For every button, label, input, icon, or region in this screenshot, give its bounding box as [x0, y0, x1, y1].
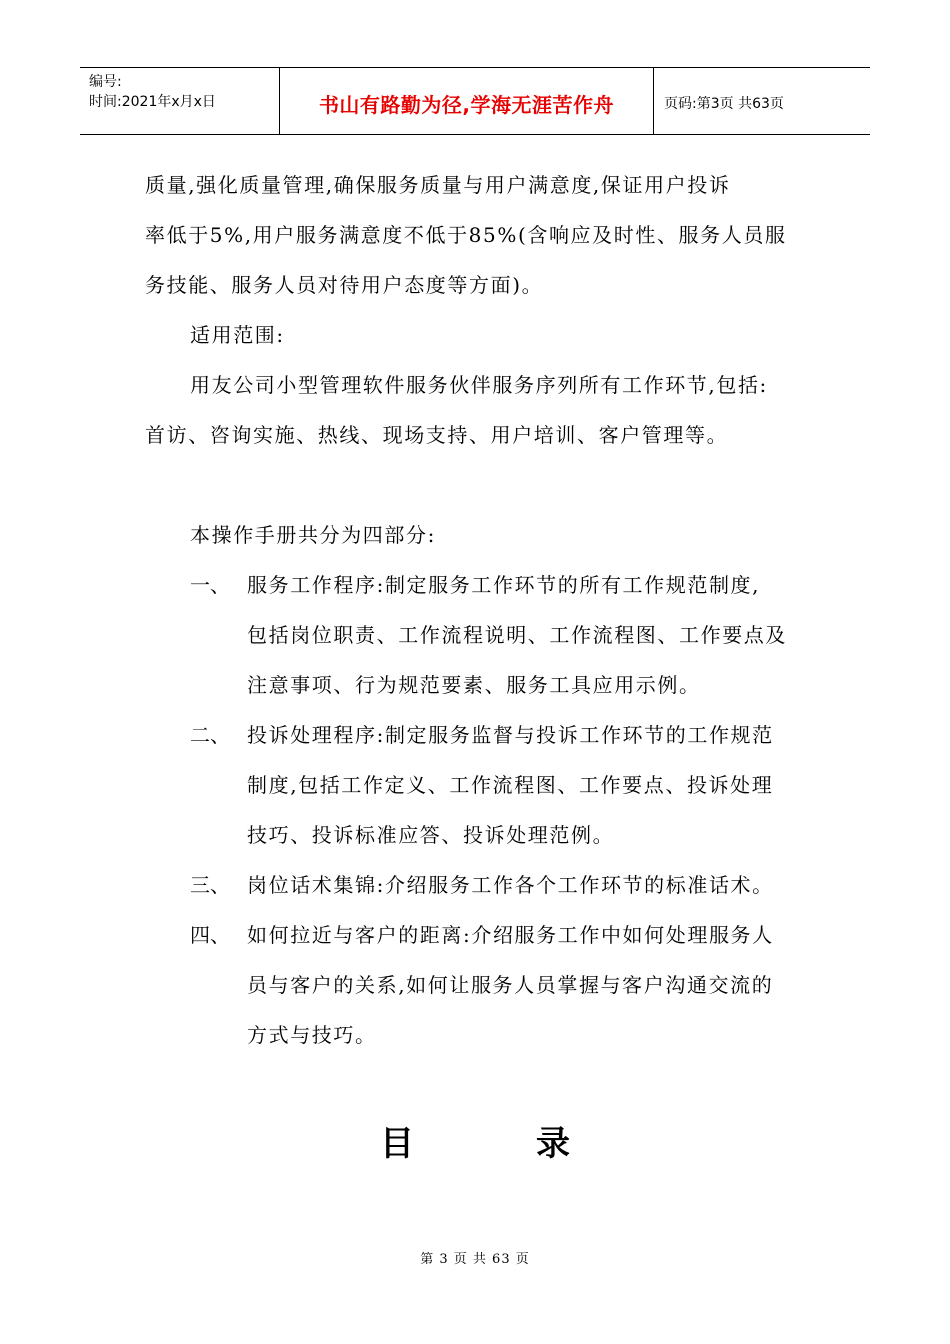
list-item-number: 三、	[190, 873, 230, 897]
page-header	[80, 67, 870, 135]
list-item-line: 制度,包括工作定义、工作流程图、工作要点、投诉处理	[247, 773, 774, 797]
list-item-number: 二、	[190, 723, 230, 747]
list-item-number: 一、	[190, 573, 230, 597]
list-item-line: 注意事项、行为规范要素、服务工具应用示例。	[247, 673, 701, 697]
body-line: 质量,强化质量管理,确保服务质量与用户满意度,保证用户投诉	[145, 173, 731, 197]
list-item-line: 服务工作程序:制定服务工作环节的所有工作规范制度,	[247, 573, 761, 597]
list-item-line: 投诉处理程序:制定服务监督与投诉工作环节的工作规范	[247, 723, 774, 747]
toc-title-char-2: 录	[536, 1124, 570, 1164]
list-item-number: 四、	[190, 923, 230, 947]
scope-label: 适用范围:	[190, 323, 285, 347]
page-info-text: 页码:第3页 共63页	[664, 96, 784, 112]
number-label: 编号:	[89, 74, 122, 90]
list-item-line: 技巧、投诉标准应答、投诉处理范例。	[247, 823, 615, 847]
list-item-line: 包括岗位职责、工作流程说明、工作流程图、工作要点及	[247, 623, 787, 647]
page-footer: 第 3 页 共 63 页	[420, 1252, 530, 1267]
list-item-line: 如何拉近与客户的距离:介绍服务工作中如何处理服务人	[247, 923, 774, 947]
header-motto-cell	[280, 68, 654, 134]
header-meta	[80, 68, 280, 134]
time-label: 时间:2021年x月x日	[89, 94, 216, 110]
toc-title-char-1: 目	[380, 1124, 414, 1164]
scope-line: 首访、咨询实施、热线、现场支持、用户培训、客户管理等。	[145, 423, 729, 447]
list-item-line: 方式与技巧。	[247, 1023, 377, 1047]
body-line: 务技能、服务人员对待用户态度等方面)。	[145, 273, 544, 297]
body-line: 率低于5%,用户服务满意度不低于85%(含响应及时性、服务人员服	[145, 223, 787, 247]
manual-intro: 本操作手册共分为四部分:	[190, 523, 436, 547]
motto-text: 书山有路勤为径,学海无涯苦作舟	[318, 92, 615, 117]
list-item-line: 岗位话术集锦:介绍服务工作各个工作环节的标准话术。	[247, 873, 774, 897]
list-item-line: 员与客户的关系,如何让服务人员掌握与客户沟通交流的	[247, 973, 774, 997]
header-page-info	[654, 68, 870, 134]
scope-line: 用友公司小型管理软件服务伙伴服务序列所有工作环节,包括:	[190, 373, 768, 397]
